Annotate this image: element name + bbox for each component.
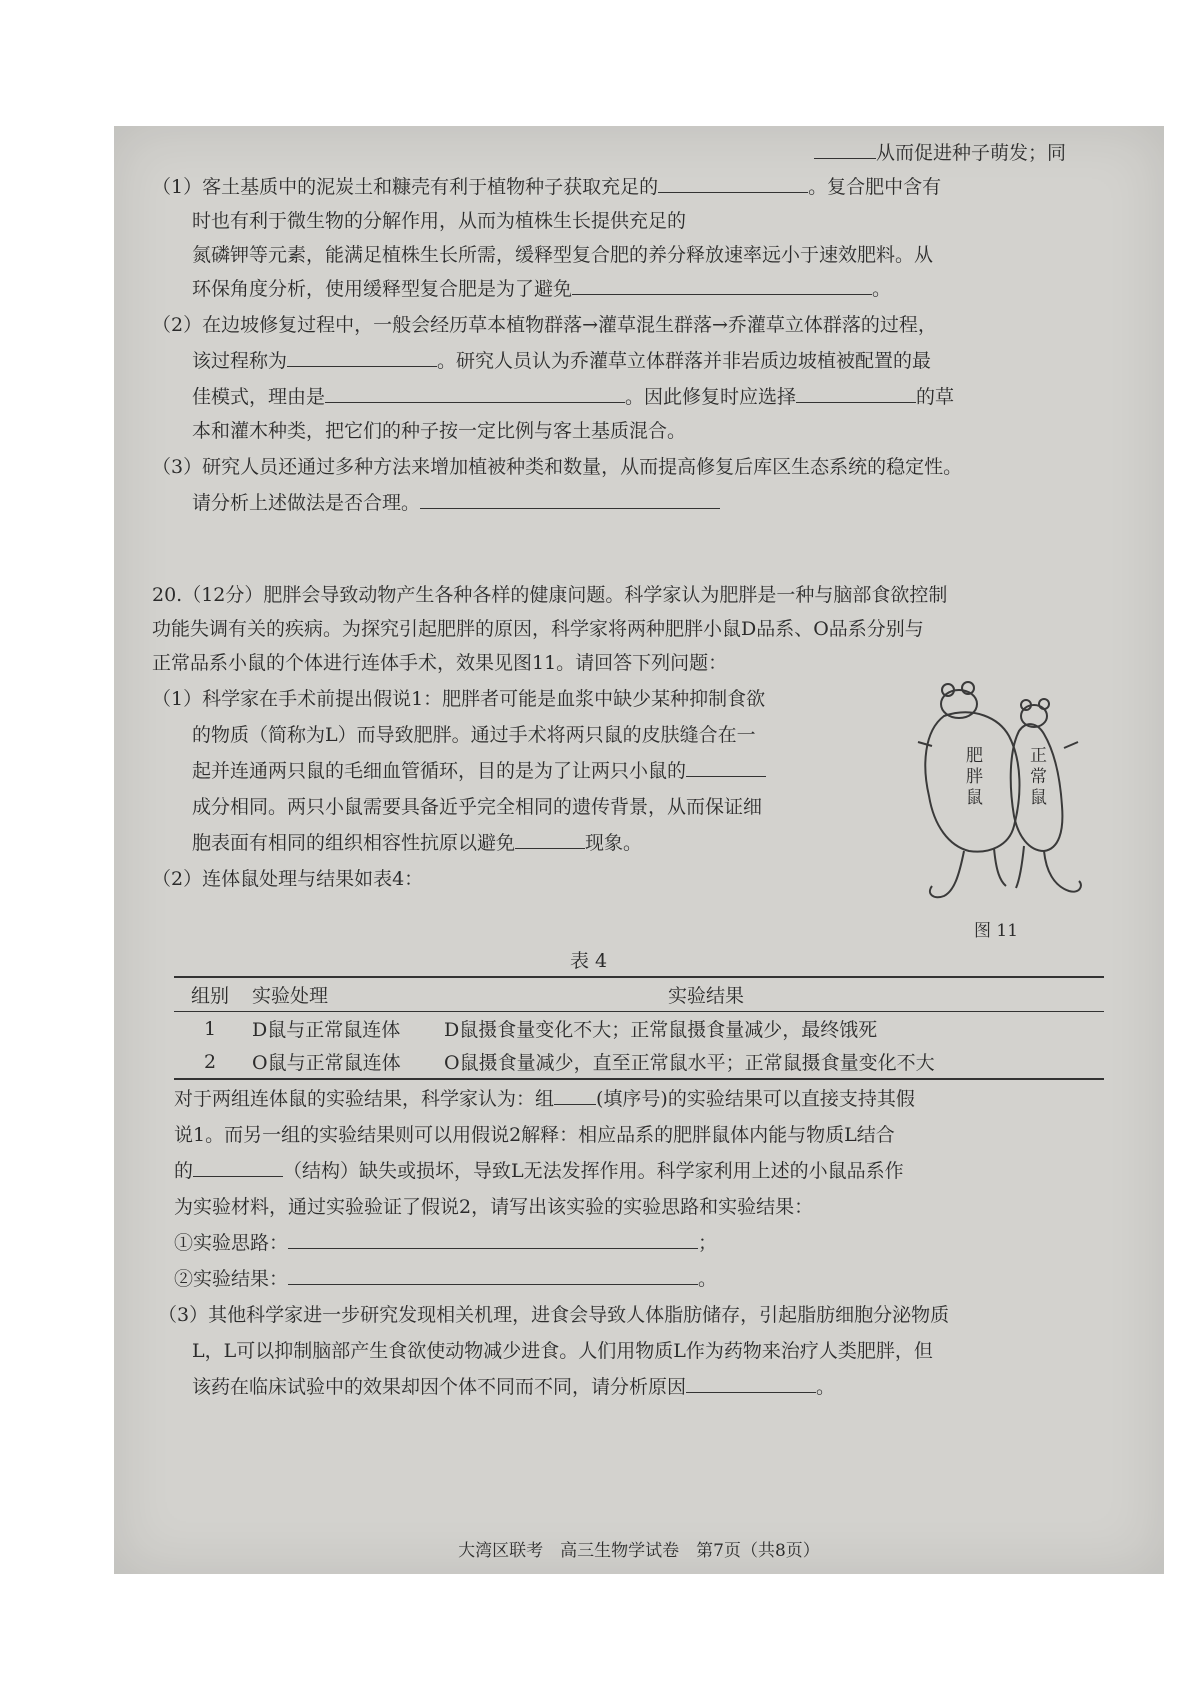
cell-treatment: D鼠与正常鼠连体 — [252, 1019, 401, 1041]
answer-blank[interactable] — [686, 758, 766, 777]
q19-line10: （3）研究人员还通过多种方法来增加植被种类和数量，从而提高修复后库区生态系统的稳定性。 — [152, 456, 963, 478]
answer-blank[interactable] — [814, 140, 876, 159]
cell-result: D鼠摄食量变化不大；正常鼠摄食量减少，最终饿死 — [444, 1019, 878, 1041]
table-row — [174, 1012, 1104, 1046]
q20-stem-line3: 正常品系小鼠的个体进行连体手术，效果见图11。请回答下列问题： — [152, 652, 728, 674]
results-table — [174, 976, 1104, 1080]
table-title: 表 4 — [570, 950, 608, 972]
answer-blank[interactable] — [796, 384, 916, 403]
table-header-row — [174, 977, 1104, 1012]
header-group: 组别 — [190, 985, 229, 1007]
cell-group: 2 — [203, 1050, 217, 1073]
q19-line2: （1）客土基质中的泥炭土和糠壳有利于植物种子获取充足的 。复合肥中含有 — [152, 176, 942, 198]
answer-blank[interactable] — [658, 174, 808, 193]
q20-after-line1: 对于两组连体鼠的实验结果，科学家认为：组 (填序号)的实验结果可以直接支持其假 — [174, 1088, 915, 1110]
header-result: 实验结果 — [668, 985, 745, 1007]
header-treatment: 实验处理 — [252, 985, 329, 1007]
q19-line6: （2）在边坡修复过程中，一般会经历草本植物群落→灌草混生群落→乔灌草立体群落的过程， — [152, 314, 937, 336]
q20-part3-line3: 该药在临床试验中的效果却因个体不同而不同，请分析原因 。 — [192, 1376, 836, 1398]
q19-line8: 佳模式，理由是 。因此修复时应选择 的草 — [192, 386, 955, 408]
cell-treatment: O鼠与正常鼠连体 — [252, 1052, 401, 1074]
q20-part1-line5: 胞表面有相同的组织相容性抗原以避免 现象。 — [192, 832, 643, 854]
figure-caption: 图 11 — [974, 921, 1019, 941]
label-obese-2: 胖 — [966, 767, 983, 787]
q20-part2-intro: （2）连体鼠处理与结果如表4： — [152, 868, 424, 890]
q20-after-line2: 说1。而另一组的实验结果则可以用假说2解释：相应品系的肥胖鼠体内能与物质L结合 — [174, 1124, 895, 1146]
exam-page — [114, 126, 1164, 1574]
table-row — [174, 1045, 1104, 1079]
label-obese-3: 鼠 — [966, 788, 983, 808]
obese-mouse-head — [941, 690, 977, 718]
q20-part1-line3: 起并连通两只鼠的毛细血管循环，目的是为了让两只小鼠的 — [192, 758, 766, 784]
answer-blank[interactable] — [572, 276, 872, 295]
q19-line4: 氮磷钾等元素，能满足植株生长所需，缓释型复合肥的养分释放速率远小于速效肥料。从 — [192, 244, 934, 266]
label-normal-1: 正 — [1030, 746, 1047, 766]
q20-after-line3: 的 （结构）缺失或损坏，导致L无法发挥作用。科学家利用上述的小鼠品系作 — [174, 1160, 904, 1182]
label-normal-2: 常 — [1030, 767, 1047, 787]
cell-group: 1 — [203, 1017, 217, 1040]
answer-blank[interactable] — [420, 490, 720, 509]
q20-part1-line2: 的物质（简称为L）而导致肥胖。通过手术将两只鼠的皮肤缝合在一 — [192, 724, 756, 746]
q19-line1-tail: 从而促进种子萌发；同 — [814, 140, 1066, 166]
q20-after-line4: 为实验材料，通过实验验证了假说2，请写出该实验的实验思路和实验结果： — [174, 1196, 814, 1218]
label-obese-1: 肥 — [966, 746, 983, 766]
answer-blank[interactable] — [325, 384, 625, 403]
conjoined-mice-figure — [904, 676, 1094, 906]
experiment-result-line: ②实验结果： 。 — [174, 1268, 718, 1290]
answer-blank[interactable] — [686, 1374, 816, 1393]
answer-blank[interactable] — [288, 1266, 698, 1285]
q19-line11: 请分析上述做法是否合理。 — [192, 490, 720, 516]
cell-result: O鼠摄食量减少，直至正常鼠水平；正常鼠摄食量变化不大 — [444, 1052, 935, 1074]
q20-part3-line1: （3）其他科学家进一步研究发现相关机理，进食会导致人体脂肪储存，引起脂肪细胞分泌物质 — [158, 1304, 950, 1326]
answer-blank[interactable] — [515, 830, 585, 849]
q20-stem-line2: 功能失调有关的疾病。为探究引起肥胖的原因，科学家将两种肥胖小鼠D品系、O品系分别与 — [152, 618, 924, 640]
answer-blank[interactable] — [193, 1158, 283, 1177]
q20-part1-line1: （1）科学家在手术前提出假说1：肥胖者可能是血浆中缺少某种抑制食欲 — [152, 688, 766, 710]
experiment-idea-line: ①实验思路： ； — [174, 1232, 718, 1254]
q20-stem-line1: 20.（12分）肥胖会导致动物产生各种各样的健康问题。科学家认为肥胖是一种与脑部食欲控制 — [152, 584, 948, 606]
q19-line7: 该过程称为 。研究人员认为乔灌草立体群落并非岩质边坡植被配置的最 — [192, 350, 932, 372]
answer-blank[interactable] — [554, 1086, 596, 1105]
answer-blank[interactable] — [288, 1230, 698, 1249]
q20-part1-line4: 成分相同。两只小鼠需要具备近乎完全相同的遗传背景，从而保证细 — [192, 796, 763, 818]
q19-line5: 环保角度分析，使用缓释型复合肥是为了避免 。 — [192, 278, 892, 300]
q19-line3: 时也有利于微生物的分解作用，从而为植株生长提供充足的 — [192, 210, 687, 232]
answer-blank[interactable] — [287, 348, 437, 367]
page-footer: 大湾区联考 高三生物学试卷 第7页（共8页） — [458, 1541, 820, 1561]
q19-line9: 本和灌木种类，把它们的种子按一定比例与客土基质混合。 — [192, 420, 687, 442]
label-normal-3: 鼠 — [1030, 788, 1047, 808]
q20-part3-line2: L，L可以抑制脑部产生食欲使动物减少进食。人们用物质L作为药物来治疗人类肥胖，但 — [192, 1340, 933, 1362]
